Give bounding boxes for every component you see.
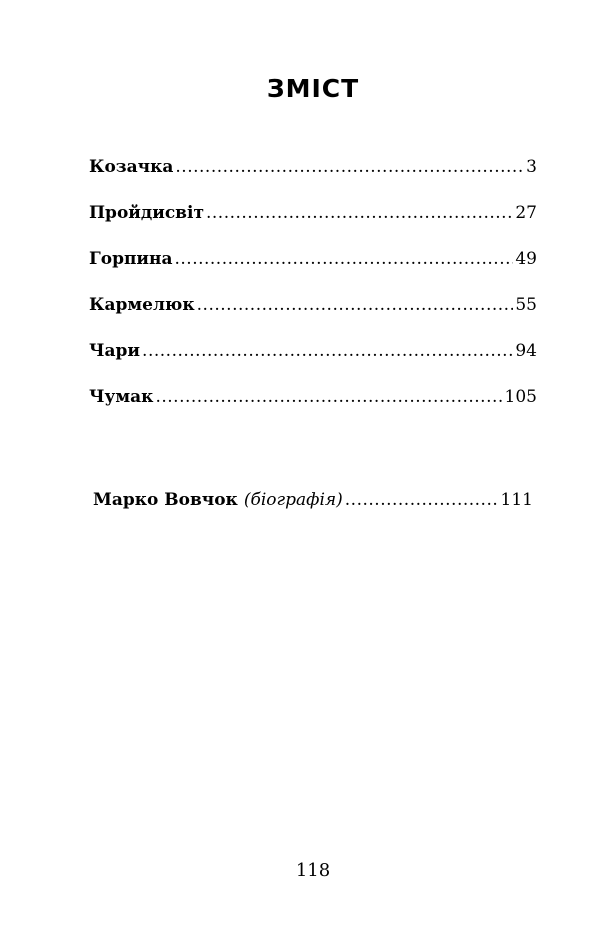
toc-entry-title: Кармелюк — [89, 295, 195, 315]
toc-entry-chary — [89, 341, 537, 387]
toc-entry-subtitle: (біографія) — [243, 490, 343, 510]
toc-entry-page: 111 — [500, 490, 533, 510]
toc-entry-page: 55 — [515, 295, 537, 315]
toc-entry-kozachka — [89, 157, 537, 203]
page-number: 118 — [295, 860, 331, 881]
toc-list — [89, 157, 537, 433]
toc-leader-dots — [174, 249, 513, 269]
toc-entry-title: Чумак — [89, 387, 154, 407]
toc-leader-dots — [175, 157, 524, 177]
toc-leader-dots — [345, 490, 499, 510]
toc-leader-dots — [155, 387, 502, 407]
toc-entry-title: Козачка — [89, 157, 174, 177]
toc-entry-page: 105 — [504, 387, 537, 407]
toc-entry-horpyna — [89, 249, 537, 295]
toc-entry-title: Горпина — [89, 249, 173, 269]
toc-leader-dots — [142, 341, 513, 361]
toc-entry-page: 49 — [515, 249, 537, 269]
toc-entry-page: 94 — [515, 341, 537, 361]
toc-leader-dots — [206, 203, 513, 223]
toc-leader-dots — [197, 295, 514, 315]
toc-entry-karmeliuk — [89, 295, 537, 341]
toc-extra-entry — [93, 490, 533, 536]
toc-entry-title: Марко Вовчок — [93, 490, 238, 510]
toc-entry-page: 27 — [515, 203, 537, 223]
toc-entry-title: Пройдисвіт — [89, 203, 204, 223]
toc-entry-page: 3 — [526, 157, 537, 177]
toc-entry-title: Чари — [89, 341, 141, 361]
page-title: ЗМІСТ — [266, 74, 360, 103]
toc-entry-proidysvit — [89, 203, 537, 249]
toc-entry-chumak — [89, 387, 537, 433]
